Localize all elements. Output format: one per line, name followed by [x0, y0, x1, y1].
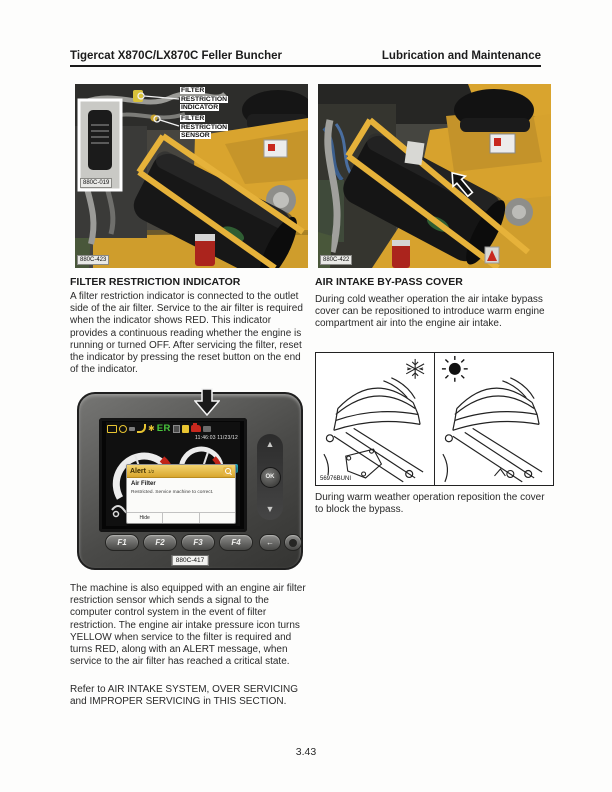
down-triangle-icon: ▼ [265, 504, 275, 514]
bypass-cover-diagram [315, 352, 554, 486]
f3-button: F3 [181, 534, 215, 551]
back-arrow-icon: ← [259, 534, 281, 551]
snowflake-icon [406, 359, 424, 379]
display-bezel [77, 392, 303, 570]
air-intake-photo-art [318, 84, 551, 268]
control-display-photo [77, 392, 303, 570]
bypass-diagram-art [316, 353, 553, 486]
alert-message: Restricted. Service machine to correct. [131, 490, 214, 495]
function-key-row [79, 534, 305, 554]
diagram-tag-56976buni: 56976BUNI [320, 476, 352, 482]
down-arrow-icon [194, 388, 220, 416]
photo-tag-880c-417: 880C-417 [172, 555, 209, 566]
alert-header [127, 465, 235, 478]
alert-dialog [126, 464, 236, 524]
menu-button [284, 534, 302, 551]
bypass-cover-paragraph: During cold weather operation the air intake bypass cover can be repositioned to introduce warm engine compartment air into the engine air intake. [315, 294, 545, 330]
refer-paragraph: Refer to AIR INTAKE SYSTEM, OVER SERVICING and IMPROPER SERVICING in THIS SECTION. [70, 684, 299, 708]
photo-tag-880c-423: 880C-423 [77, 255, 109, 265]
magnifier-icon [223, 467, 232, 476]
page-number: 3.43 [295, 746, 317, 758]
alert-title: Alert [130, 467, 146, 475]
f1-button: F1 [105, 534, 139, 551]
hide-button-label: Hide [139, 515, 150, 521]
air-intake-bypass-photo [318, 84, 551, 268]
alert-footer [127, 512, 235, 523]
f2-button: F2 [143, 534, 177, 551]
sun-icon [442, 356, 468, 382]
up-triangle-icon: ▲ [265, 439, 275, 449]
filter-inset-photo [79, 100, 121, 190]
fan-icon: ✱ [148, 423, 155, 433]
section-heading-filter-restriction: FILTER RESTRICTION INDICATOR [70, 276, 241, 288]
header-rule [70, 65, 541, 67]
display-nav-pad [257, 434, 283, 520]
header-right-title: Lubrication and Maintenance [381, 50, 541, 62]
callout-filter-restriction-indicator: FILTER RESTRICTION INDICATOR [181, 87, 228, 112]
display-screen [99, 418, 247, 532]
section-heading-bypass-cover: AIR INTAKE BY-PASS COVER [315, 276, 463, 288]
f4-button: F4 [219, 534, 253, 551]
warm-weather-paragraph: During warm weather operation reposition the cover to block the bypass. [315, 492, 545, 516]
er-status-label: ER [156, 422, 171, 434]
inset-photo-tag: 880C-019 [80, 178, 112, 188]
filter-restriction-paragraph: A filter restriction indicator is connected to the outlet side of the air filter. Service to the air filter is required when the indicator shows RED. This indicator provides a continuous reading whether the engine is running or turned OFF. After servicing the filter, reset the indicator by pressing the reset button on the end of the indicator. [70, 291, 303, 376]
callout-filter-restriction-sensor: FILTER RESTRICTION SENSOR [181, 115, 228, 140]
alert-count: 1/2 [147, 468, 155, 474]
ok-button: OK [260, 467, 281, 488]
sensor-paragraph: The machine is also equipped with an engine air filter restriction sensor which sends a signal to the computer control system in the event of filter restriction. The engine air intake pressure icon turns YELLOW when service to the filter is required and turns RED, along with an ALERT message, when service to the air filter has reached a critical state. [70, 583, 306, 668]
photo-tag-880c-422: 880C-422 [320, 255, 352, 265]
alert-subject: Air Filter [131, 481, 156, 487]
display-timestamp: 11:46:03 11/23/12 [195, 435, 238, 441]
header-left-title: Tigercat X870C/LX870C Feller Buncher [70, 50, 282, 62]
air-filter-photo [75, 84, 308, 268]
